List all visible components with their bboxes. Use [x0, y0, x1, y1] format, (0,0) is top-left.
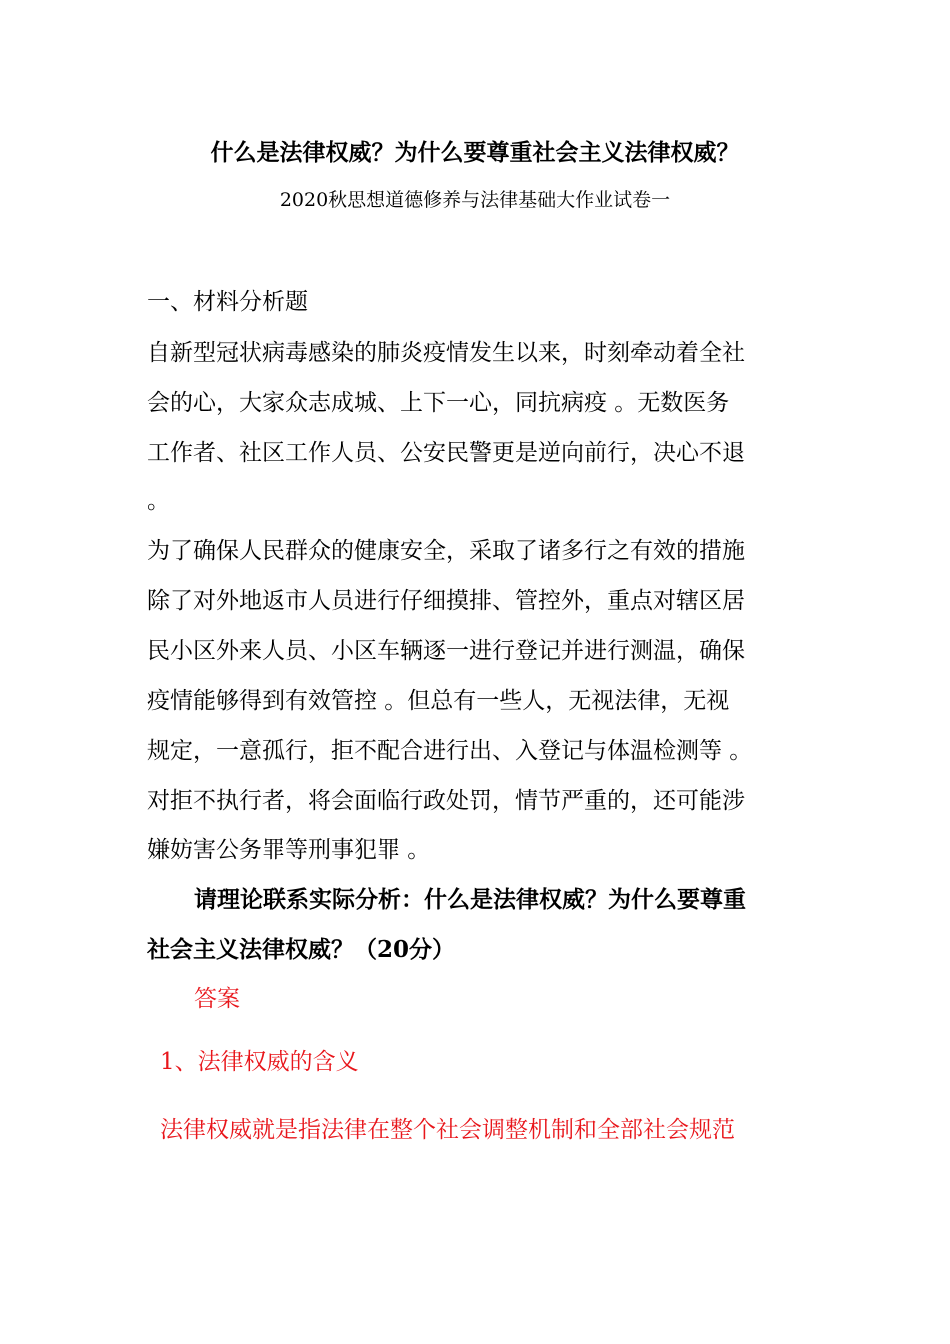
material-line: 为了确保人民群众的健康安全，采取了诸多行之有效的措施 — [147, 538, 745, 564]
material-line: 对拒不执行者，将会面临行政处罚，情节严重的，还可能涉 — [147, 788, 745, 814]
material-line: 疫情能够得到有效管控 。但总有一些人，无视法律，无视 — [147, 688, 730, 714]
answer-text: 法律权威就是指法律在整个社会调整机制和全部社会规范 — [160, 1117, 735, 1143]
material-line: 自新型冠状病毒感染的肺炎疫情发生以来，时刻牵动着全社 — [147, 340, 745, 366]
material-line: 会的心，大家众志成城、上下一心，同抗病疫 。无数医务 — [147, 390, 730, 416]
question-line: 社会主义法律权威？（20分） — [147, 936, 456, 963]
material-line: 工作者、社区工作人员、公安民警更是逆向前行，决心不退 — [147, 440, 745, 466]
document-title: 什么是法律权威？为什么要尊重社会主义法律权威？ — [210, 139, 740, 166]
material-line: 。 — [147, 488, 170, 514]
material-line: 除了对外地返市人员进行仔细摸排、管控外，重点对辖区居 — [147, 588, 745, 614]
section-heading: 一、材料分析题 — [147, 289, 308, 315]
material-line: 嫌妨害公务罪等刑事犯罪 。 — [147, 837, 431, 863]
document-subtitle: 2020秋思想道德修养与法律基础大作业试卷一 — [279, 189, 671, 211]
material-line: 规定，一意孤行，拒不配合进行出、入登记与体温检测等 。 — [147, 738, 753, 764]
question-line: 请理论联系实际分析：什么是法律权威？为什么要尊重 — [194, 886, 746, 913]
answer-heading: 1、法律权威的含义 — [160, 1049, 359, 1075]
answer-label: 答案 — [194, 986, 240, 1012]
material-line: 民小区外来人员、小区车辆逐一进行登记并进行测温，确保 — [147, 638, 745, 664]
